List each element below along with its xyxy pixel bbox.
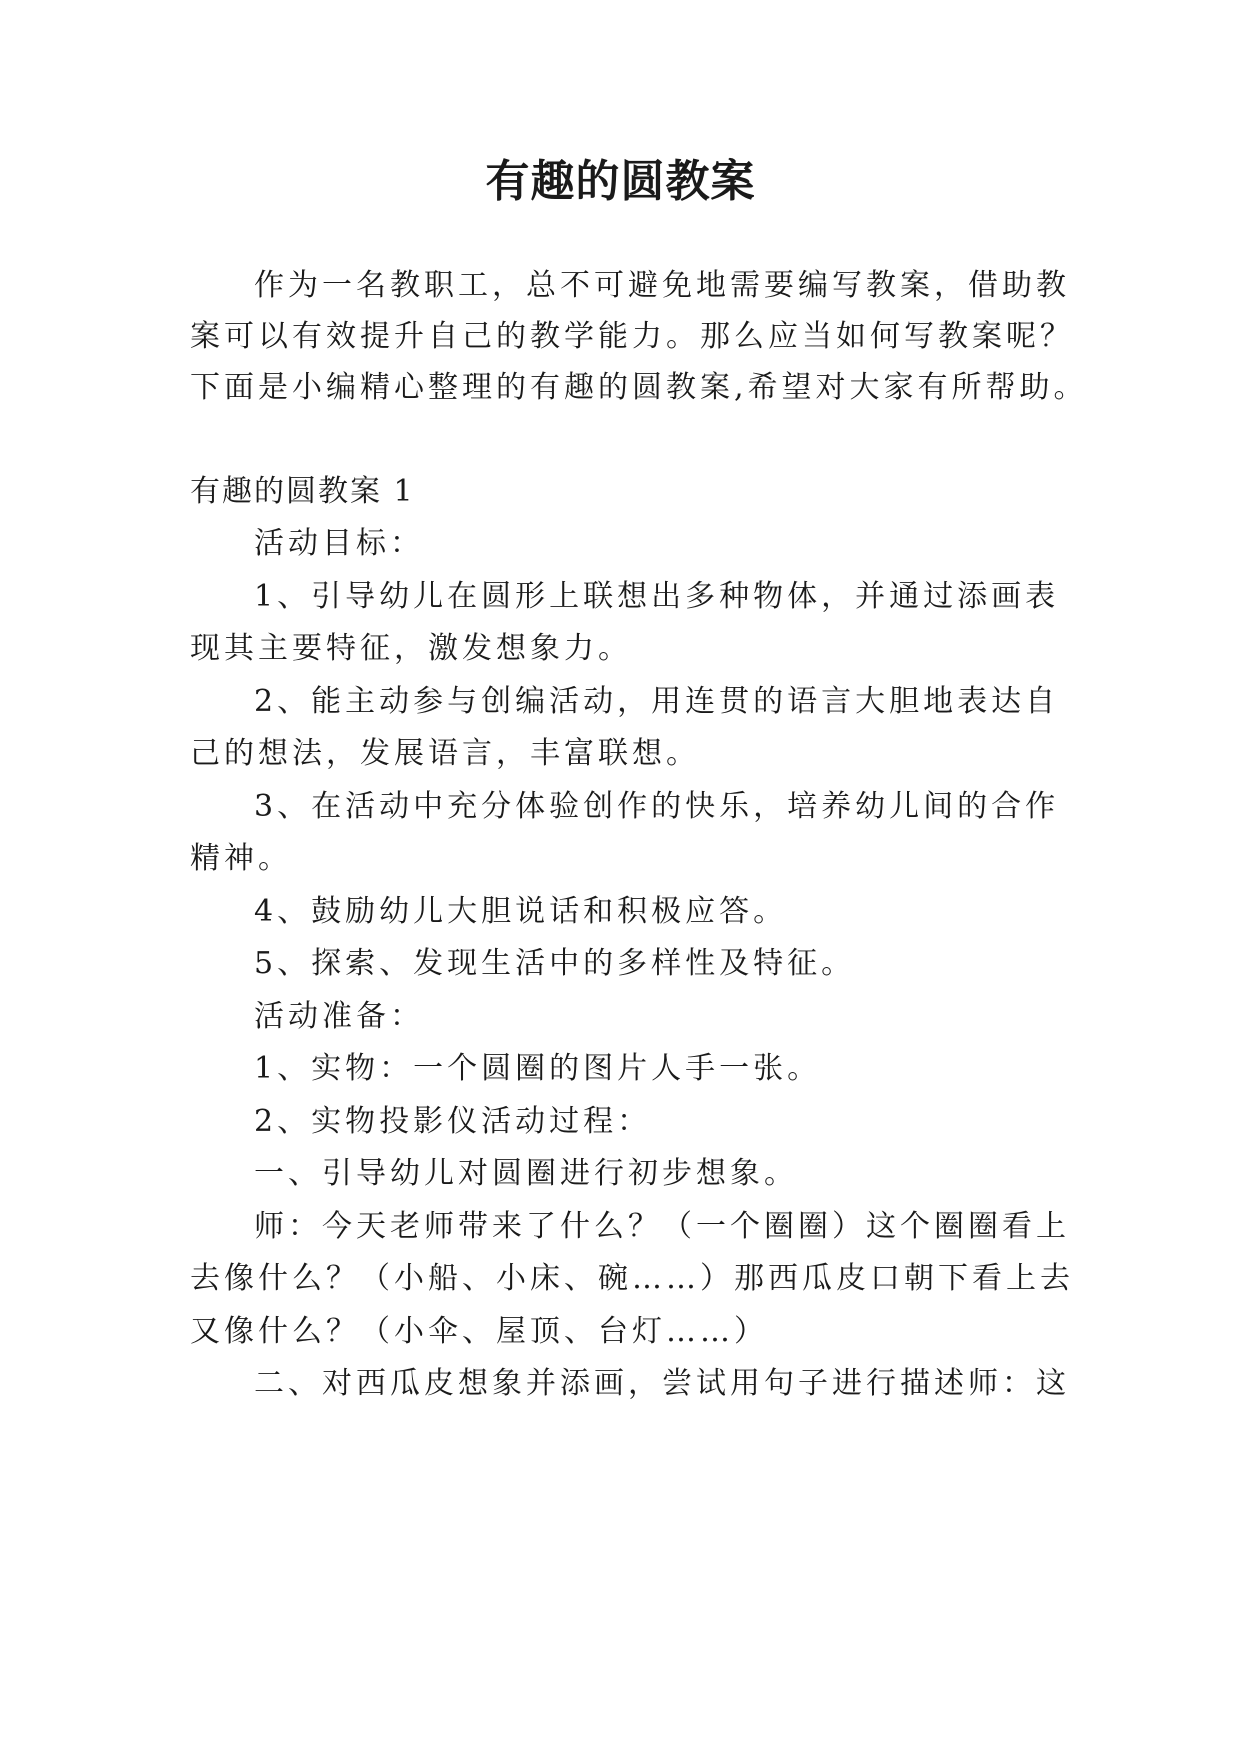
goals-heading: 活动目标： <box>254 526 424 561</box>
prep-heading: 活动准备： <box>254 999 424 1034</box>
intro-line-2: 案可以有效提升自己的教学能力。那么应当如何写教案呢？ <box>190 319 1074 354</box>
goal-3-line-2: 精神。 <box>190 841 292 876</box>
goal-4: 4、鼓励幼儿大胆说话和积极应答。 <box>254 894 788 929</box>
goal-2-line-2: 己的想法，发展语言，丰富联想。 <box>190 736 700 771</box>
goal-1-line-2: 现其主要特征，激发想象力。 <box>190 631 632 666</box>
prep-2: 2、实物投影仪活动过程： <box>254 1104 652 1139</box>
step-1-line-1: 师：今天老师带来了什么？（一个圈圈）这个圈圈看上 <box>254 1209 1070 1244</box>
section-heading: 有趣的圆教案 1 <box>190 474 415 509</box>
step-1-line-2: 去像什么？（小船、小床、碗……）那西瓜皮口朝下看上去 <box>190 1261 1074 1296</box>
step-2-line-1: 二、对西瓜皮想象并添画，尝试用句子进行描述师：这 <box>254 1366 1070 1401</box>
goal-2-line-1: 2、能主动参与创编活动，用连贯的语言大胆地表达自 <box>254 684 1060 719</box>
step-1-line-3: 又像什么？（小伞、屋顶、台灯……） <box>190 1314 768 1349</box>
goal-5: 5、探索、发现生活中的多样性及特征。 <box>254 946 856 981</box>
prep-1: 1、实物：一个圆圈的图片人手一张。 <box>254 1051 822 1086</box>
step-1-heading: 一、引导幼儿对圆圈进行初步想象。 <box>254 1156 798 1191</box>
document-title: 有趣的圆教案 <box>485 156 756 207</box>
goal-1-line-1: 1、引导幼儿在圆形上联想出多种物体，并通过添画表 <box>254 579 1060 614</box>
intro-line-1: 作为一名教职工，总不可避免地需要编写教案，借助教 <box>254 268 1070 303</box>
goal-3-line-1: 3、在活动中充分体验创作的快乐，培养幼儿间的合作 <box>254 789 1060 824</box>
intro-line-3: 下面是小编精心整理的有趣的圆教案,希望对大家有所帮助。 <box>190 370 1088 405</box>
